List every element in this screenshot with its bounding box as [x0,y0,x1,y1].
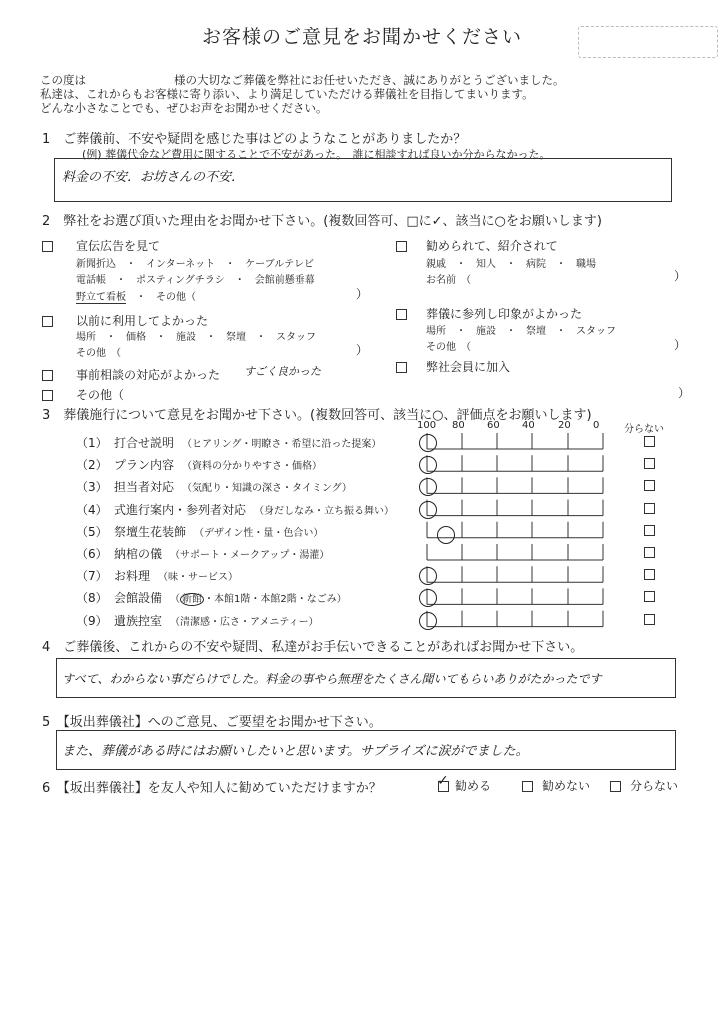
page-title: お客様のご意見をお聞かせください [201,26,522,48]
q3-row [76,589,347,606]
q3-row-label: 会館設備 [114,591,163,606]
q3-scale-label: 80 [452,420,465,431]
q3-row-label: 納棺の儀 [114,547,163,561]
q2-opt2-label: 以前に利用してよかった [76,314,209,328]
q6-yes-checkmark: ✓ [437,773,449,789]
q3-row-label: プラン内容 [114,458,175,473]
q3-row [76,545,329,562]
q3-row-number: （6） [76,547,108,561]
q3-row [76,478,352,495]
q6-number: 6 [42,781,51,796]
q2-opt4-close: ） [678,386,691,400]
q3-row [76,501,394,518]
q2-opt1-other: ・ その他（ [136,292,196,303]
q2-opt2-line2: その他 （ [76,348,121,359]
q3-row-detail: （気配り・知識の深さ・タイミング） [182,483,352,495]
q2-opt1-close: ） [356,287,369,301]
intro-line-3: どんな小さなことでも、ぜひお声をお聞かせください。 [40,101,328,115]
q2-opt1-line1: 新聞折込 ・ インターネット ・ ケーブルテレビ [76,259,314,270]
q4-text: ご葬儀後、これからの不安や疑問、私達がお手伝いできることがあればお聞かせ下さい。 [63,640,584,655]
q3-scale-label: 0 [593,420,600,431]
q3-row-detail: ・本館1階・本館2階・なごみ） [204,594,347,606]
q3-row-unknown-checkbox[interactable] [644,458,655,469]
intro-line-1b: 様の大切なご葬儀を弊社にお任せいただき、誠にありがとうございました。 [174,73,565,87]
q6-question [42,777,382,796]
q3-text: 葬儀施行について意見をお聞かせ下さい。(複数回答可、該当に○、評価点をお願いします) [63,408,592,423]
q3-row-label: 担当者対応 [114,480,175,495]
q3-row-detail: （身だしなみ・立ち振る舞い） [254,505,395,517]
q3-row-score-mark[interactable] [419,501,437,519]
q3-row-score-mark[interactable] [419,612,437,630]
q3-row-unknown-checkbox[interactable] [644,503,655,514]
q5-number: 5 [42,715,51,730]
q3-row-detail: （資料の分かりやすさ・価格） [182,461,323,473]
q3-row-unknown-checkbox[interactable] [644,569,655,580]
q3-row-unknown-checkbox[interactable] [644,547,655,558]
q3-row-number: （4） [76,502,108,517]
q3-row [76,567,238,584]
q3-scale-label: 60 [487,420,500,431]
q2-opt1-line2: 電話帳 ・ ポスティングチラシ ・ 会館前懸垂幕 [76,275,315,286]
q5-answer: また、葬儀がある時にはお願いしたいと思います。サプライズに涙がでました。 [62,744,529,759]
q3-row-detail: （サポート・メークアップ・湯灌） [170,550,330,561]
q2-number: 2 [42,214,51,229]
q4-answer: すべて、わからない事だらけでした。料金の事やら無理をたくさん聞いてもらいありがたかったです [62,672,602,686]
q3-row-label: 打合せ説明 [114,436,175,450]
q2-opt7-label: 弊社会員に加入 [426,360,511,374]
q2-opt1-label: 宣伝広告を見て [76,239,161,253]
q3-row-label: 遺族控室 [114,613,163,628]
q2-opt6-line2: その他 （ [426,342,471,353]
q2-opt5-line1: 親戚 ・ 知人 ・ 病院 ・ 職場 [426,259,596,270]
q3-row [76,523,323,540]
q3-row-detail: （清潔感・広さ・アメニティー） [170,616,319,628]
q1-text: ご葬儀前、不安や疑問を感じた事はどのようなことがありましたか？ [63,132,467,147]
q3-row-score-mark[interactable] [437,526,455,544]
q6-unknown-checkbox[interactable] [610,781,621,792]
q6-text: 【坂出葬儀社】を友人や知人に勧めていただけますか？ [63,781,382,796]
q3-row-number: （9） [76,613,108,628]
q2-opt6-line1: 場所 ・ 施設 ・ 祭壇 ・ スタッフ [426,326,616,337]
q3-row-unknown-checkbox[interactable] [644,436,655,447]
q2-opt5-close: ） [674,269,687,283]
q1-number: 1 [42,132,51,147]
q6-unknown-label: 分らない [630,779,679,793]
q2-opt3-label: 事前相談の対応がよかった [76,368,221,382]
q3-row-detail: （デザイン性・量・色合い） [194,527,324,539]
q5-question [42,711,382,730]
q3-row-number: （8） [76,591,108,606]
q1-answer: 料金の不安．お坊さんの不安． [62,170,245,185]
q1-example: (例) 葬儀代金など費用に関することで不安があった。 誰に相談すれば良いか分からなかった。 [82,148,551,161]
q3-row-unknown-checkbox[interactable] [644,614,655,625]
q2-opt2-close: ） [356,343,369,357]
q3-row-unknown-checkbox[interactable] [644,591,655,602]
q3-scale-label: 40 [522,420,535,431]
intro-line-1a: この度は [40,73,86,87]
q3-row [76,456,322,473]
q2-opt5-label: 勧められて、紹介されて [426,239,558,253]
q3-row-label: 祭壇生花装飾 [114,524,187,539]
q3-row-label: お料理 [114,569,151,584]
q3-row-detail: （ヒアリング・明瞭さ・希望に沿った提案） [182,439,382,450]
q3-row-number: （7） [76,569,108,584]
q3-row-number: （1） [76,436,108,450]
q5-text: 【坂出葬儀社】へのご意見、ご要望をお聞かせ下さい。 [63,715,382,730]
q3-row-detail-circled[interactable]: 新館 [182,594,203,606]
intro-line-2: 私達は、これからもお客様に寄り添い、より満足していただける葬儀社を目指してまいります。 [40,87,534,101]
q2-opt5-line2: お名前 （ [426,275,471,286]
q2-opt6-close: ） [674,338,687,352]
q3-row-unknown-checkbox[interactable] [644,480,655,491]
q3-row-detail: （ [170,594,181,606]
q3-row-unknown-checkbox[interactable] [644,525,655,536]
q6-no-checkbox[interactable] [522,781,533,792]
q3-row [76,434,381,451]
q3-unknown-header: 分らない [624,424,664,435]
q3-scale-label: 20 [558,420,571,431]
q2-opt3-answer: すごく良かった [244,365,321,378]
q3-row-number: （2） [76,458,108,473]
q3-scale-label: 100 [417,420,437,431]
q2-opt6-label: 葬儀に参列し印象がよかった [426,307,583,321]
q6-yes-label: 勧める [455,779,492,793]
q2-opt2-line1: 場所 ・ 価格 ・ 施設 ・ 祭壇 ・ スタッフ [76,332,316,343]
q3-row [76,612,319,629]
q3-number: 3 [42,408,51,423]
q4-question [42,636,583,655]
q2-opt4-label: その他（ [76,388,125,402]
q3-row-number: （3） [76,480,108,495]
q2-opt1-noritate[interactable]: 野立て看板 [76,292,126,303]
q6-no-label: 勧めない [542,779,591,793]
q3-row-detail: （味・サービス） [158,572,239,584]
q3-row-number: （5） [76,524,108,539]
q4-number: 4 [42,640,51,655]
q3-row-score-mark[interactable] [419,434,437,452]
q3-row-label: 式進行案内・参列者対応 [114,502,247,517]
q2-text: 弊社をお選び頂いた理由をお聞かせ下さい。(複数回答可、□に✓、該当に○をお願いします) [63,214,602,229]
